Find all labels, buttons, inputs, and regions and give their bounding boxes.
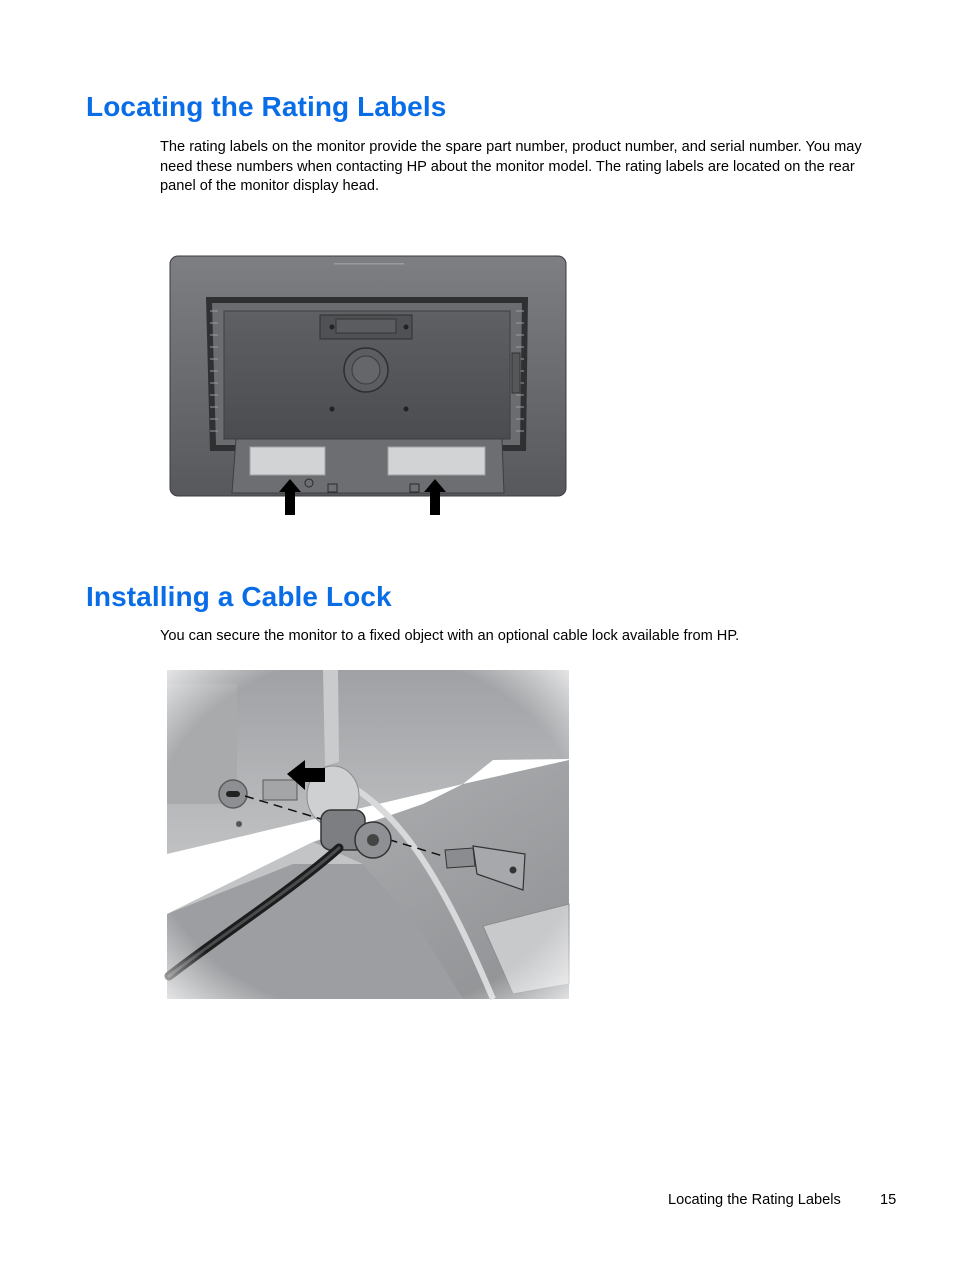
monitor-rear-illustration [166, 253, 570, 518]
rating-labels-paragraph: The rating labels on the monitor provide the spare part number, product number, and serial number. You may need these numbers when contacting HP about the monitor model. The rating labels are located on the rear panel of the monitor display head. [160, 139, 862, 194]
cable-lock-illustration [163, 664, 573, 1004]
footer-section-title: Locating the Rating Labels [668, 1192, 841, 1208]
cable-lock-paragraph: You can secure the monitor to a fixed object with an optional cable lock available from HP. [160, 628, 740, 644]
footer-page-number: 15 [880, 1192, 897, 1208]
section-heading-cable-lock: Installing a Cable Lock [86, 581, 392, 612]
section-heading-rating-labels: Locating the Rating Labels [86, 91, 447, 122]
